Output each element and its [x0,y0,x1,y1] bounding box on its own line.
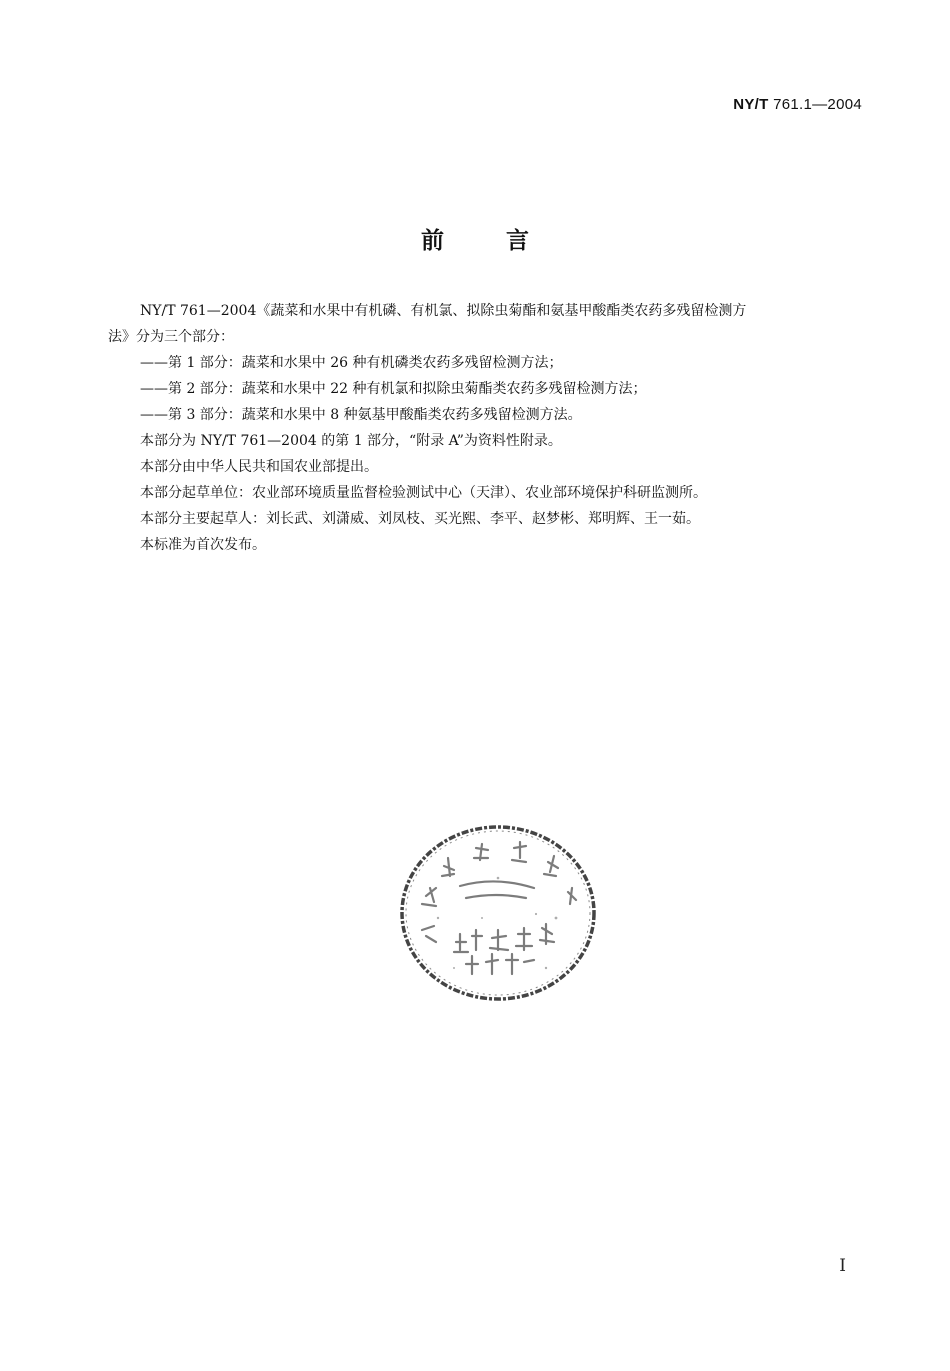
page-number: I [839,1256,846,1276]
paragraph-part-statement: 本部分为 NY/T 761—2004 的第 1 部分，“附录 A”为资料性附录。 [140,433,562,449]
paragraph-first-release: 本标准为首次发布。 [140,537,266,553]
paragraph-drafters: 本部分主要起草人：刘长武、刘潇威、刘凤枝、买光熙、李平、赵梦彬、郑明辉、王一茹。 [140,511,700,527]
paragraph-drafting-units: 本部分起草单位：农业部环境质量监督检验测试中心（天津）、农业部环境保护科研监测所。 [140,485,707,501]
standard-number [733,96,862,113]
paragraph-proposer: 本部分由中华人民共和国农业部提出。 [140,459,378,475]
foreword-body [108,298,864,558]
round-seal-stamp-icon [396,818,602,1008]
list-item-part-1: ——第 1 部分：蔬菜和水果中 26 种有机磷类农药多残留检测方法； [140,355,563,371]
section-title: 前言 [421,228,591,254]
standard-code: 761.1—2004 [768,96,862,113]
list-item-part-3: ——第 3 部分：蔬菜和水果中 8 种氨基甲酸酯类农药多残留检测方法。 [140,407,582,423]
list-item-part-2: ——第 2 部分：蔬菜和水果中 22 种有机氯和拟除虫菊酯类农药多残留检测方法； [140,381,647,397]
paragraph-intro: NY/T 761—2004《蔬菜和水果中有机磷、有机氯、拟除虫菊酯和氨基甲酸酯类农药多残留检测方 [140,303,747,319]
paragraph-intro-continued: 法》分为三个部分： [108,329,234,345]
standard-prefix: NY/T [733,96,769,113]
